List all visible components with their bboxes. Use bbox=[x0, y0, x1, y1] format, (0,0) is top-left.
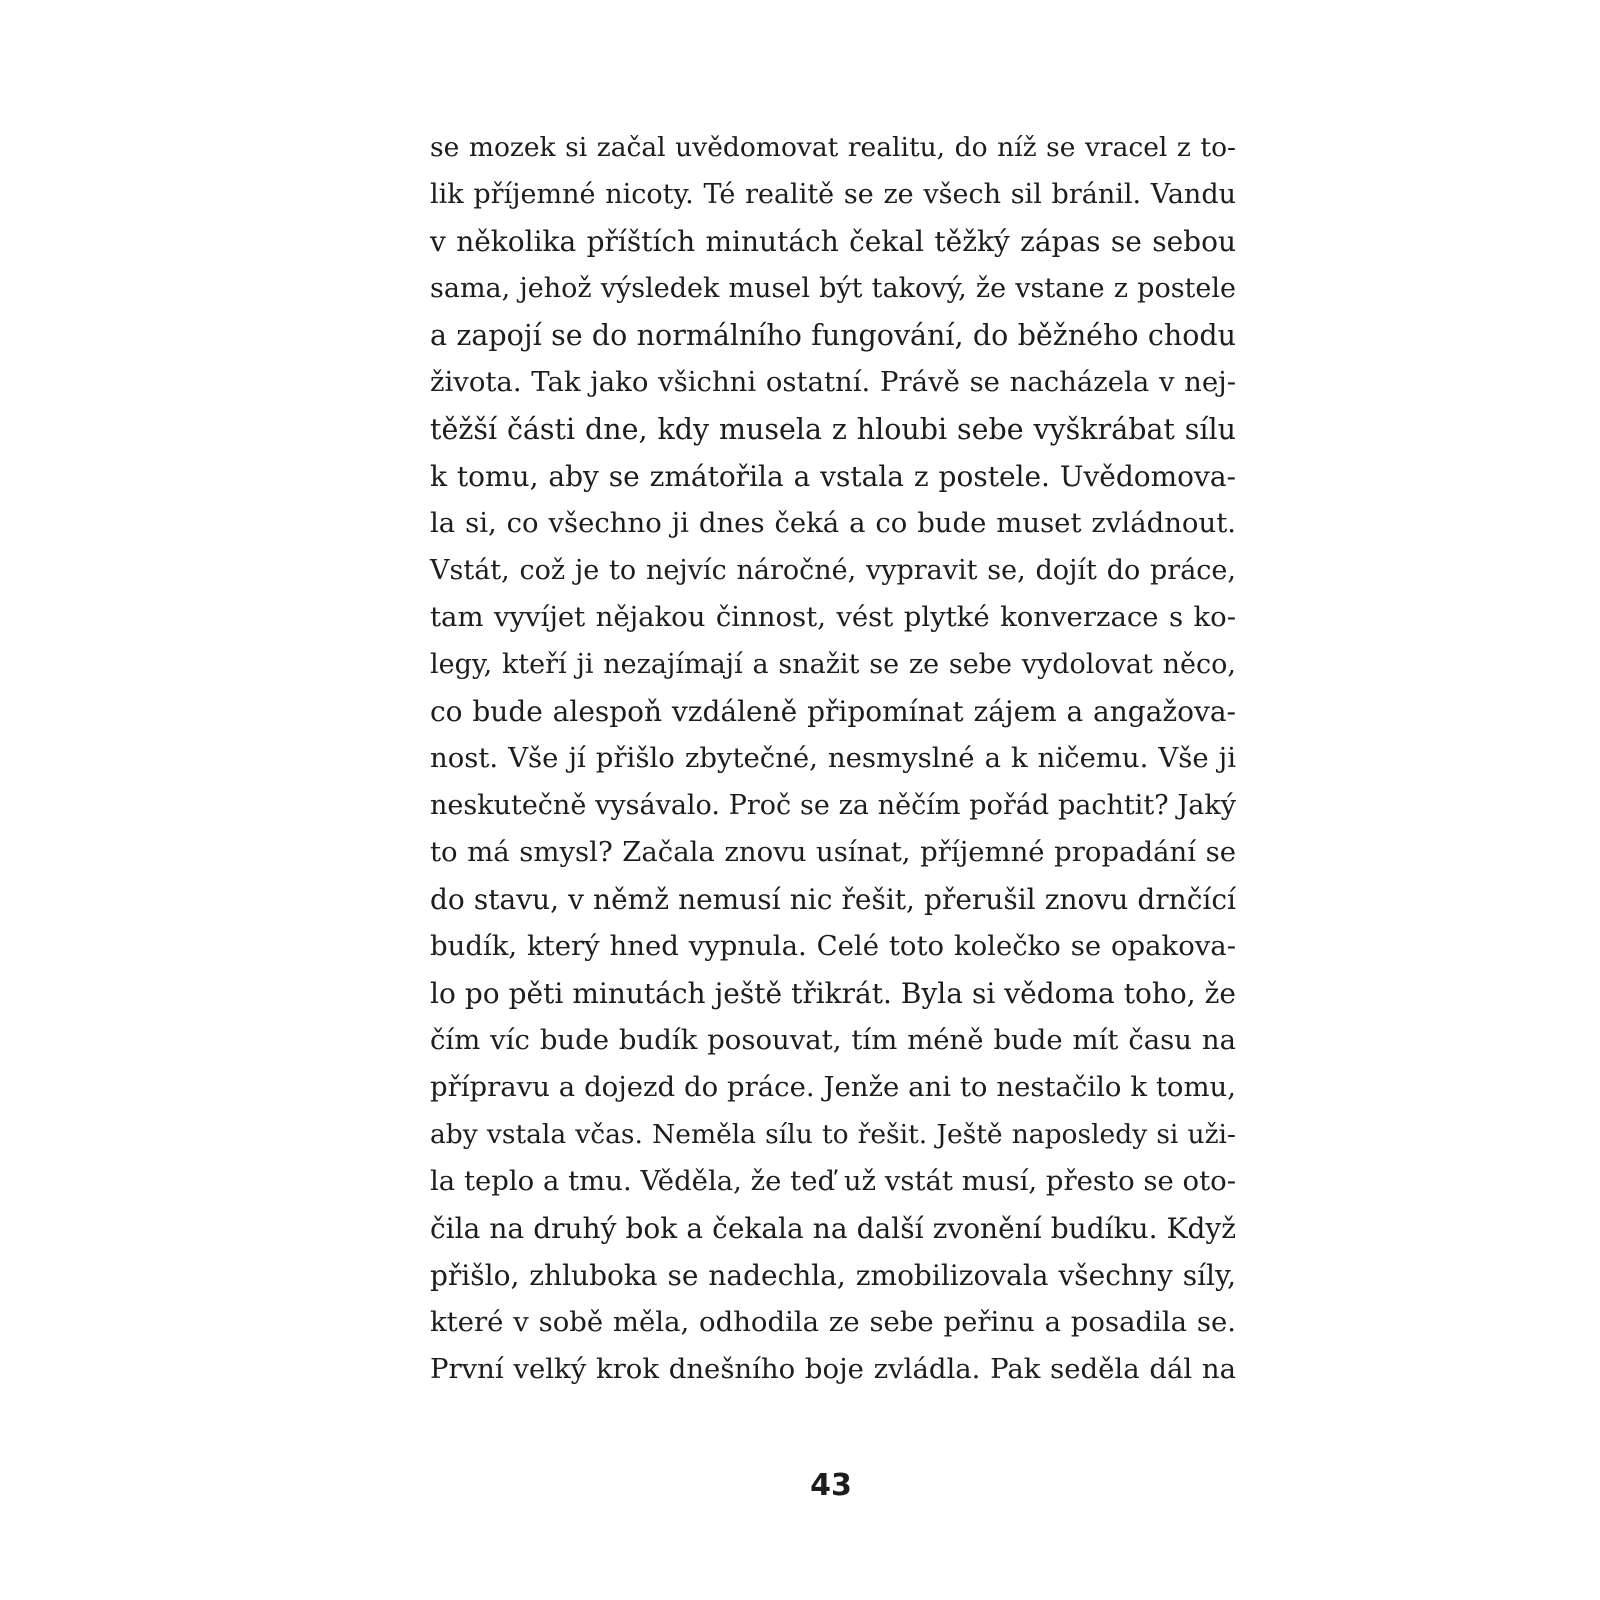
text-line: neskutečně vysávalo. Proč se za něčím pořád pachtit? Jaký bbox=[430, 790, 1236, 821]
text-line: v několika příštích minutách čekal těžký zápas se sebou bbox=[430, 225, 1236, 258]
text-line: se mozek si začal uvědomovat realitu, do níž se vracel z to- bbox=[430, 132, 1236, 163]
text-line: aby vstala včas. Neměla sílu to řešit. Ještě naposledy si uži- bbox=[430, 1119, 1236, 1150]
text-line: to má smysl? Začala znovu usínat, příjemné propadání se bbox=[430, 836, 1236, 868]
body-text bbox=[430, 124, 1236, 1393]
text-line: lik příjemné nicoty. Té realitě se ze všech sil bránil. Vandu bbox=[430, 179, 1236, 210]
text-line: přišlo, zhluboka se nadechla, zmobilizovala všechny síly, bbox=[430, 1259, 1236, 1292]
text-line: První velký krok dnešního boje zvládla. Pak seděla dál na bbox=[430, 1353, 1236, 1385]
text-line: a zapojí se do normálního fungování, do běžného chodu bbox=[430, 319, 1236, 352]
text-line: Vstát, což je to nejvíc náročné, vypravit se, dojít do práce, bbox=[430, 555, 1236, 586]
text-line: sama, jehož výsledek musel být takový, že vstane z postele bbox=[430, 273, 1236, 304]
text-line: legy, kteří ji nezajímají a snažit se ze sebe vydolovat něco, bbox=[430, 649, 1236, 680]
text-line: tam vyvíjet nějakou činnost, vést plytké konverzace s ko- bbox=[430, 601, 1236, 633]
page-number: 43 bbox=[810, 1468, 852, 1503]
text-line: těžší části dne, kdy musela z hloubi sebe vyškrábat sílu bbox=[430, 413, 1236, 446]
text-line: la teplo a tmu. Věděla, že teď už vstát musí, přesto se oto- bbox=[430, 1165, 1236, 1197]
text-line: života. Tak jako všichni ostatní. Právě se nacházela v nej- bbox=[430, 366, 1236, 398]
text-line: la si, co všechno ji dnes čeká a co bude muset zvládnout. bbox=[430, 507, 1236, 539]
text-line: nost. Vše jí přišlo zbytečné, nesmyslné a k ničemu. Vše ji bbox=[430, 742, 1236, 774]
text-line: čím víc bude budík posouvat, tím méně bude mít času na bbox=[430, 1024, 1236, 1056]
text-line: čila na druhý bok a čekala na další zvonění budíku. Když bbox=[430, 1212, 1236, 1245]
text-line: lo po pěti minutách ještě třikrát. Byla si vědoma toho, že bbox=[430, 977, 1236, 1010]
text-line: k tomu, aby se zmátořila a vstala z postele. Uvědomova- bbox=[430, 460, 1236, 493]
text-line: budík, který hned vypnula. Celé toto kolečko se opakova- bbox=[430, 930, 1236, 962]
text-line: přípravu a dojezd do práce. Jenže ani to nestačilo k tomu, bbox=[430, 1071, 1236, 1103]
text-line: co bude alespoň vzdáleně připomínat zájem a angažova- bbox=[430, 695, 1236, 728]
text-line: do stavu, v němž nemusí nic řešit, přerušil znovu drnčící bbox=[430, 883, 1236, 916]
text-line: které v sobě měla, odhodila ze sebe peřinu a posadila se. bbox=[430, 1306, 1236, 1338]
